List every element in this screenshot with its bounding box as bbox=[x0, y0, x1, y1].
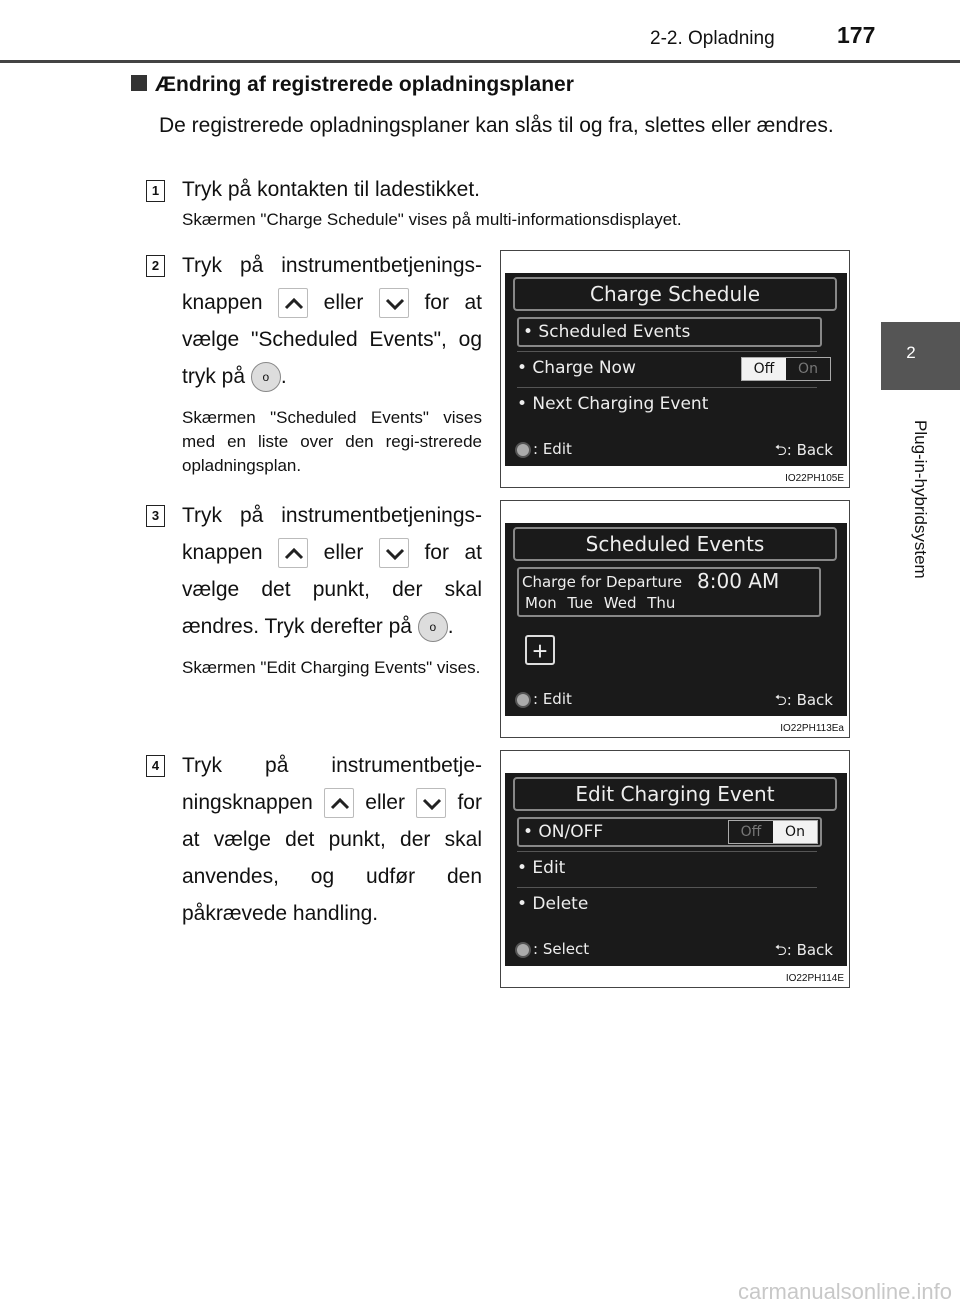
back-arrow-icon: ⮌ bbox=[774, 691, 787, 709]
dial-icon bbox=[515, 942, 531, 958]
figure-code: IO22PH114E bbox=[785, 973, 844, 984]
side-tab-label: Plug-in-hybridsystem bbox=[911, 420, 930, 579]
departure-schedule-item: Charge for Departure 8:00 AM Mon Tue Wed Thu bbox=[517, 567, 821, 617]
chevron-up-icon bbox=[324, 788, 354, 818]
screen-title: Charge Schedule bbox=[513, 277, 837, 311]
chevron-up-icon bbox=[278, 538, 308, 568]
step-number: 3 bbox=[146, 505, 165, 527]
figure-code: IO22PH105E bbox=[785, 473, 844, 484]
display-screen bbox=[505, 523, 847, 716]
back-arrow-icon: ⮌ bbox=[774, 941, 787, 959]
menu-item-delete: • Delete bbox=[517, 894, 589, 914]
header-section: 2-2. Opladning bbox=[650, 28, 775, 49]
header-rule bbox=[0, 60, 960, 63]
page-number: 177 bbox=[837, 22, 876, 48]
back-arrow-icon: ⮌ bbox=[774, 441, 787, 459]
step-text: Tryk på kontakten til ladestikket. bbox=[182, 178, 481, 201]
dial-icon bbox=[515, 442, 531, 458]
separator bbox=[517, 387, 817, 388]
display-screen bbox=[505, 273, 847, 466]
figure-charge-schedule bbox=[500, 250, 850, 488]
step-number: 1 bbox=[146, 180, 165, 202]
separator bbox=[517, 851, 817, 852]
dial-icon bbox=[515, 692, 531, 708]
chevron-down-icon bbox=[379, 288, 409, 318]
figure-code: IO22PH113Ea bbox=[780, 723, 844, 734]
display-screen bbox=[505, 773, 847, 966]
step-text: Tryk på instrumentbetjenings-knappen eller for at vælge det punkt, der skal ændres. Tryk derefter på o . bbox=[182, 497, 482, 645]
side-tab-number: 2 bbox=[906, 343, 916, 362]
off-on-toggle: Off On bbox=[728, 820, 818, 844]
screen-footer: : Select ⮌: Back bbox=[505, 934, 847, 966]
step-note: Skærmen "Charge Schedule" vises på multi-informationsdisplayet. bbox=[182, 210, 682, 229]
chevron-down-icon bbox=[416, 788, 446, 818]
screen-footer: : Edit ⮌: Back bbox=[505, 684, 847, 716]
figure-edit-charging-event bbox=[500, 750, 850, 988]
ok-button-icon: o bbox=[418, 612, 448, 642]
step-text: Tryk på instrumentbetjenings-knappen eller for at vælge "Scheduled Events", og tryk på o . bbox=[182, 247, 482, 395]
menu-item-edit: • Edit bbox=[517, 858, 566, 878]
screen-title: Scheduled Events bbox=[513, 527, 837, 561]
menu-item-scheduled-events: • Scheduled Events bbox=[517, 317, 822, 347]
square-bullet-icon bbox=[131, 75, 147, 91]
screen-footer: : Edit ⮌: Back bbox=[505, 434, 847, 466]
step-number: 2 bbox=[146, 255, 165, 277]
step-note: Skærmen "Edit Charging Events" vises. bbox=[182, 658, 481, 677]
menu-item-on-off: • ON/OFF Off On bbox=[517, 817, 822, 847]
step-text: Tryk på instrumentbetje-ningsknappen eller for at vælge det punkt, der skal anvendes, og udfør den påkrævede handling. bbox=[182, 754, 482, 925]
step-number: 4 bbox=[146, 755, 165, 777]
chevron-up-icon bbox=[278, 288, 308, 318]
separator bbox=[517, 887, 817, 888]
separator bbox=[517, 351, 817, 352]
step-note: Skærmen "Scheduled Events" vises med en liste over den regi-strerede opladningsplan. bbox=[182, 408, 482, 475]
menu-item-next-charging-event: • Next Charging Event bbox=[517, 394, 709, 414]
section-heading: Ændring af registrerede opladningsplaner bbox=[131, 73, 574, 97]
ok-button-icon: o bbox=[251, 362, 281, 392]
add-icon: + bbox=[525, 635, 555, 665]
figure-scheduled-events bbox=[500, 500, 850, 738]
section-intro: De registrerede opladningsplaner kan slås til og fra, slettes eller ændres. bbox=[159, 114, 834, 137]
off-on-toggle: Off On bbox=[741, 357, 831, 381]
chevron-down-icon bbox=[379, 538, 409, 568]
menu-item-charge-now: • Charge Now Off On bbox=[517, 353, 831, 383]
watermark: carmanualsonline.info bbox=[737, 1279, 952, 1304]
screen-title: Edit Charging Event bbox=[513, 777, 837, 811]
